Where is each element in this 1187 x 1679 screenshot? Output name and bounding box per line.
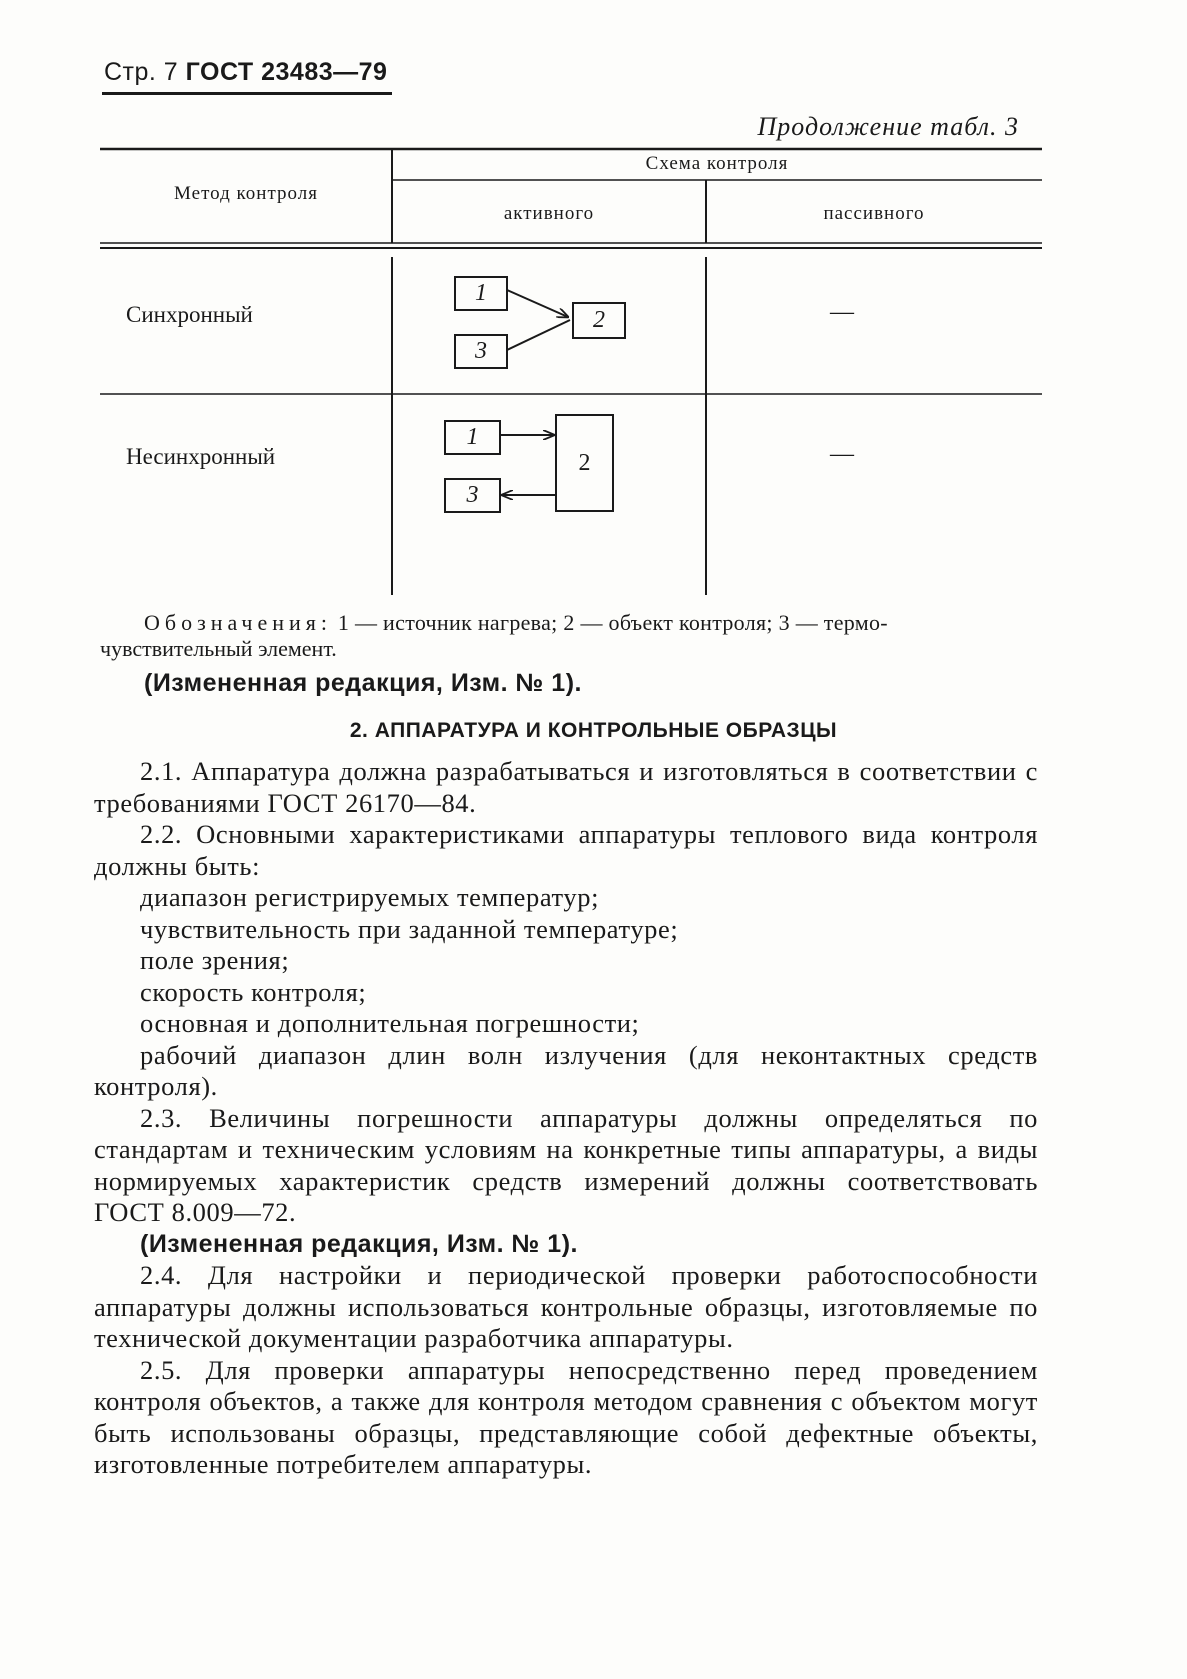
- list-item-last: рабочий диапазон длин волн излучения (для неконтактных средств контроля).: [94, 1039, 1038, 1101]
- col-method-header: Метод контроля: [174, 183, 318, 204]
- section-body: [94, 756, 1038, 1481]
- legend-line1: 1 — источник нагрева; 2 — объект контроля; 3 — термо-: [337, 610, 888, 635]
- page-header: [104, 58, 387, 87]
- paragraph-2-3: 2.3. Величины погрешности аппаратуры должны определяться по стандартам и техническим условиям на конкретные типы аппаратуры, а виды нормируемых характеристик средств измерений должны соответствовать ГОСТ 8.009—72.: [94, 1102, 1038, 1227]
- control-scheme-table: [100, 147, 1042, 595]
- amendment-note-1: (Измененная редакция, Изм. № 1).: [144, 669, 582, 697]
- col-scheme-header: Схема контроля: [645, 153, 789, 174]
- sync-block-1-label: 1: [475, 280, 487, 306]
- legend-lead: Обозначения:: [144, 610, 333, 635]
- row-method-sync: Синхронный: [126, 302, 253, 327]
- row-passive-async: —: [830, 441, 854, 467]
- legend-line2: чувствительный элемент.: [100, 636, 337, 661]
- sync-link-3-2: [507, 320, 570, 350]
- list-item: диапазон регистрируемых температур;: [140, 882, 600, 912]
- header-rule: [102, 92, 392, 95]
- table-continuation: Продолжение табл. 3: [757, 112, 1019, 141]
- col-active-header: активного: [503, 203, 595, 224]
- row-passive-sync: —: [830, 299, 854, 325]
- async-block-3-label: 3: [466, 482, 479, 508]
- list-item: основная и дополнительная погрешности;: [140, 1008, 640, 1038]
- paragraph-2-1: 2.1. Аппаратура должна разрабатываться и изготовляться в соответствии с требованиями ГОСТ 26170—84.: [94, 756, 1038, 818]
- paragraph-2-5: 2.5. Для проверки аппаратуры непосредственно перед проведением контроля объектов, а также для контроля методом сравнения с объектом могут быть использованы образцы, представляющие собой дефектные объекты, изготовленные потребителем аппаратуры.: [94, 1354, 1038, 1479]
- amendment-note-2: (Измененная редакция, Изм. № 1).: [140, 1229, 578, 1258]
- sync-arrow-1-2: [507, 290, 568, 317]
- row-method-async: Несинхронный: [126, 444, 276, 469]
- async-block-1-label: 1: [466, 424, 479, 450]
- sync-block-2-label: 2: [593, 307, 605, 333]
- async-block-2-label: 2: [578, 450, 591, 476]
- paragraph-2-2: 2.2. Основными характеристиками аппаратуры теплового вида контроля должны быть:: [94, 819, 1038, 881]
- section-heading: 2. АППАРАТУРА И КОНТРОЛЬНЫЕ ОБРАЗЦЫ: [349, 719, 838, 742]
- page-label: Стр. 7: [104, 58, 179, 86]
- list-item: скорость контроля;: [140, 976, 367, 1007]
- paragraph-2-4: 2.4. Для настройки и периодической проверки работоспособности аппаратуры должны использоваться контрольные образцы, изготовляемые по технической документации разработчика аппаратуры.: [94, 1260, 1038, 1353]
- standard-number: ГОСТ 23483—79: [185, 58, 388, 86]
- table-legend: [144, 610, 888, 636]
- list-item: чувствительность при заданной температуре;: [140, 913, 679, 944]
- col-passive-header: пассивного: [823, 203, 925, 224]
- sync-block-3-label: 3: [475, 338, 487, 364]
- list-item: поле зрения;: [140, 945, 290, 975]
